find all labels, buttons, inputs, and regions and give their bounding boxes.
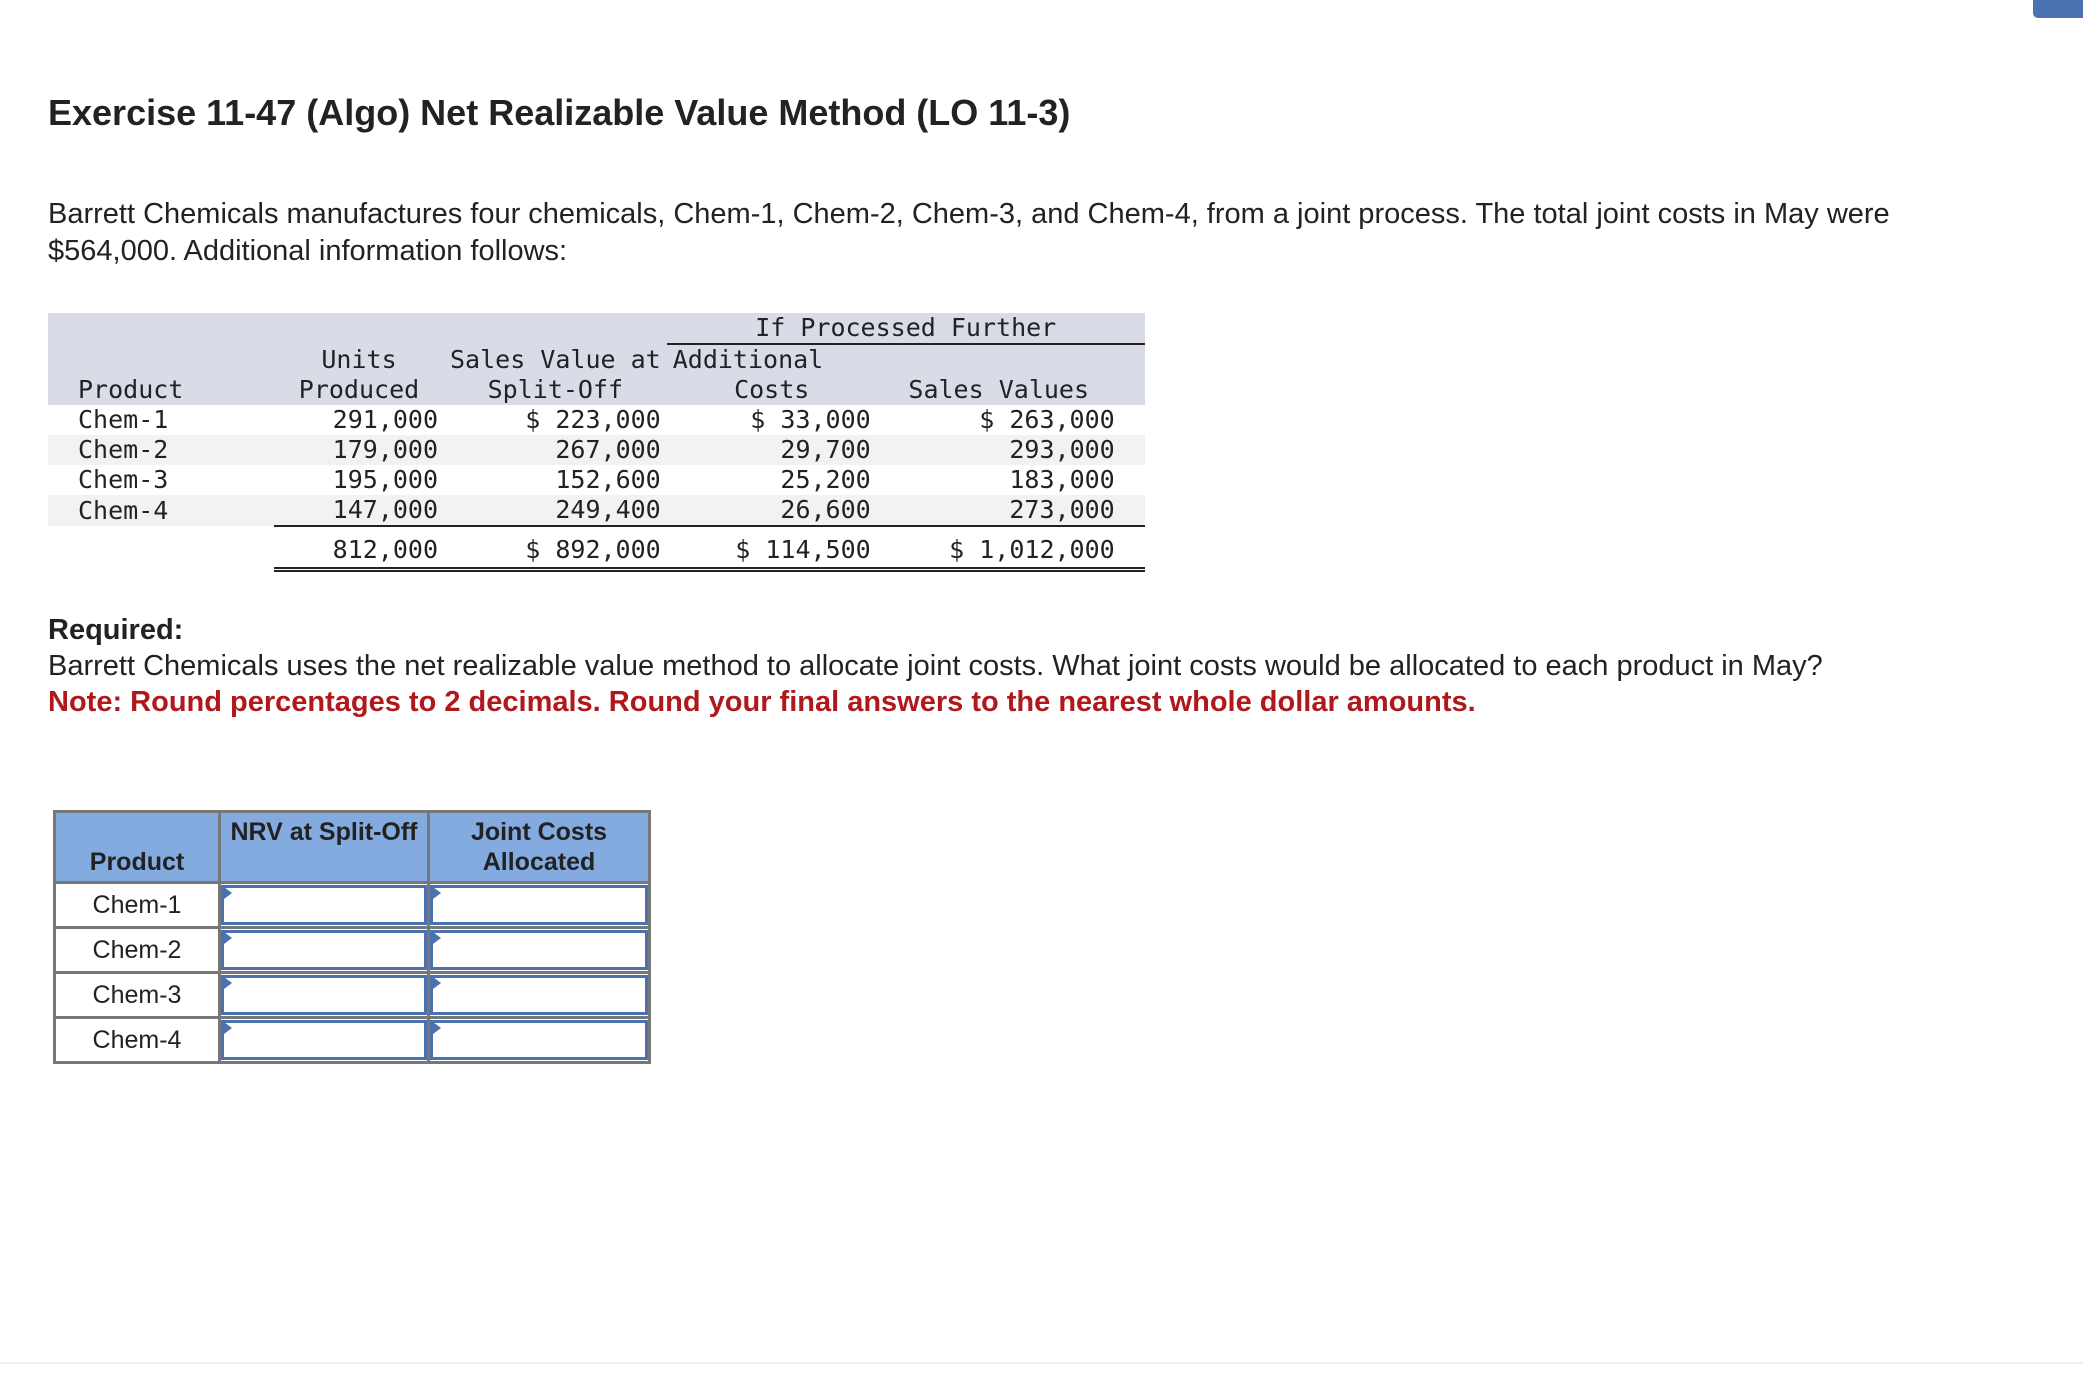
table-row bbox=[48, 465, 1145, 495]
totals-row bbox=[48, 526, 1145, 570]
joint-cost-input-chem-2[interactable] bbox=[430, 930, 648, 970]
header-produced: Produced bbox=[274, 375, 444, 405]
answer-row bbox=[55, 973, 650, 1018]
answer-row bbox=[55, 883, 650, 928]
required-text: Barrett Chemicals uses the net realizable value method to allocate joint costs. What joint costs would be allocated to each product in May? bbox=[48, 650, 1823, 682]
total-split: $ 892,000 bbox=[444, 526, 667, 570]
input-flag-icon bbox=[433, 977, 441, 989]
page-title: Exercise 11-47 (Algo) Net Realizable Value Method (LO 11-3) bbox=[48, 92, 1071, 133]
input-flag-icon bbox=[224, 977, 232, 989]
cell-additional: 26,600 bbox=[667, 495, 877, 526]
input-flag-icon bbox=[433, 932, 441, 944]
answer-row bbox=[55, 1018, 650, 1063]
nrv-input-chem-4[interactable] bbox=[221, 1020, 427, 1060]
cell-sales: $ 263,000 bbox=[979, 405, 1115, 434]
required-label: Required: bbox=[48, 614, 184, 646]
divider bbox=[0, 1362, 2083, 1364]
input-flag-icon bbox=[433, 887, 441, 899]
header-sales-values: Sales Values bbox=[877, 375, 1145, 405]
table-row bbox=[48, 435, 1145, 465]
table-row bbox=[48, 405, 1145, 435]
rounding-note: Note: Round percentages to 2 decimals. Round your final answers to the nearest whole dollar amounts. bbox=[48, 686, 1476, 718]
cell-units: 147,000 bbox=[274, 495, 444, 526]
cell-units: 179,000 bbox=[274, 435, 444, 465]
total-units: 812,000 bbox=[274, 526, 444, 570]
cell-sales: 183,000 bbox=[1009, 465, 1115, 494]
given-data-table bbox=[48, 313, 1145, 572]
header-units: Units bbox=[274, 344, 444, 375]
problem-intro: Barrett Chemicals manufactures four chemicals, Chem-1, Chem-2, Chem-3, and Chem-4, from a joint process. The total joint costs in May were $564,000. Additional information follows: bbox=[48, 198, 1890, 267]
header-split-off: Split-Off bbox=[444, 375, 667, 405]
product-label: Chem-2 bbox=[55, 928, 220, 973]
input-flag-icon bbox=[224, 887, 232, 899]
input-flag-icon bbox=[224, 932, 232, 944]
header-costs: Costs bbox=[667, 375, 877, 405]
cell-units: 195,000 bbox=[332, 465, 438, 494]
header-joint-costs: Joint Costs Allocated bbox=[429, 812, 650, 883]
header-product: Product bbox=[48, 375, 274, 405]
total-sales: $ 1,012,000 bbox=[877, 526, 1145, 570]
cell-sales: 293,000 bbox=[877, 435, 1145, 465]
cell-product: Chem-2 bbox=[48, 435, 274, 465]
header-row bbox=[48, 313, 1145, 344]
cell-additional: $ 33,000 bbox=[750, 405, 871, 434]
joint-cost-input-chem-4[interactable] bbox=[430, 1020, 648, 1060]
header-row bbox=[48, 344, 1145, 375]
cell-product: Chem-1 bbox=[78, 405, 169, 434]
cell-split: $ 223,000 bbox=[525, 405, 661, 434]
cell-units: 291,000 bbox=[332, 405, 438, 434]
nrv-input-chem-3[interactable] bbox=[221, 975, 427, 1015]
joint-cost-input-chem-3[interactable] bbox=[430, 975, 648, 1015]
cell-sales: 273,000 bbox=[877, 495, 1145, 526]
corner-tab[interactable] bbox=[2033, 0, 2083, 18]
answer-header-row bbox=[55, 812, 650, 883]
product-label: Chem-3 bbox=[55, 973, 220, 1018]
product-label: Chem-4 bbox=[55, 1018, 220, 1063]
product-label: Chem-1 bbox=[55, 883, 220, 928]
cell-product: Chem-3 bbox=[78, 465, 169, 494]
table-row bbox=[48, 495, 1145, 526]
nrv-input-chem-2[interactable] bbox=[221, 930, 427, 970]
required-section bbox=[48, 612, 1968, 720]
cell-additional: 29,700 bbox=[667, 435, 877, 465]
total-additional: $ 114,500 bbox=[667, 526, 877, 570]
answer-table bbox=[53, 810, 651, 1064]
answer-row bbox=[55, 928, 650, 973]
cell-split: 249,400 bbox=[444, 495, 667, 526]
cell-split: 152,600 bbox=[555, 465, 661, 494]
group-header-processed-further: If Processed Further bbox=[667, 313, 1145, 344]
cell-product: Chem-4 bbox=[48, 495, 274, 526]
joint-cost-input-chem-1[interactable] bbox=[430, 885, 648, 925]
cell-additional: 25,200 bbox=[780, 465, 871, 494]
header-row bbox=[48, 375, 1145, 405]
header-split: Sales Value at bbox=[444, 344, 667, 375]
input-flag-icon bbox=[433, 1022, 441, 1034]
header-product: Product bbox=[55, 812, 220, 883]
input-flag-icon bbox=[224, 1022, 232, 1034]
header-additional: Additional bbox=[667, 344, 877, 375]
header-nrv: NRV at Split-Off bbox=[220, 812, 429, 883]
cell-split: 267,000 bbox=[444, 435, 667, 465]
nrv-input-chem-1[interactable] bbox=[221, 885, 427, 925]
